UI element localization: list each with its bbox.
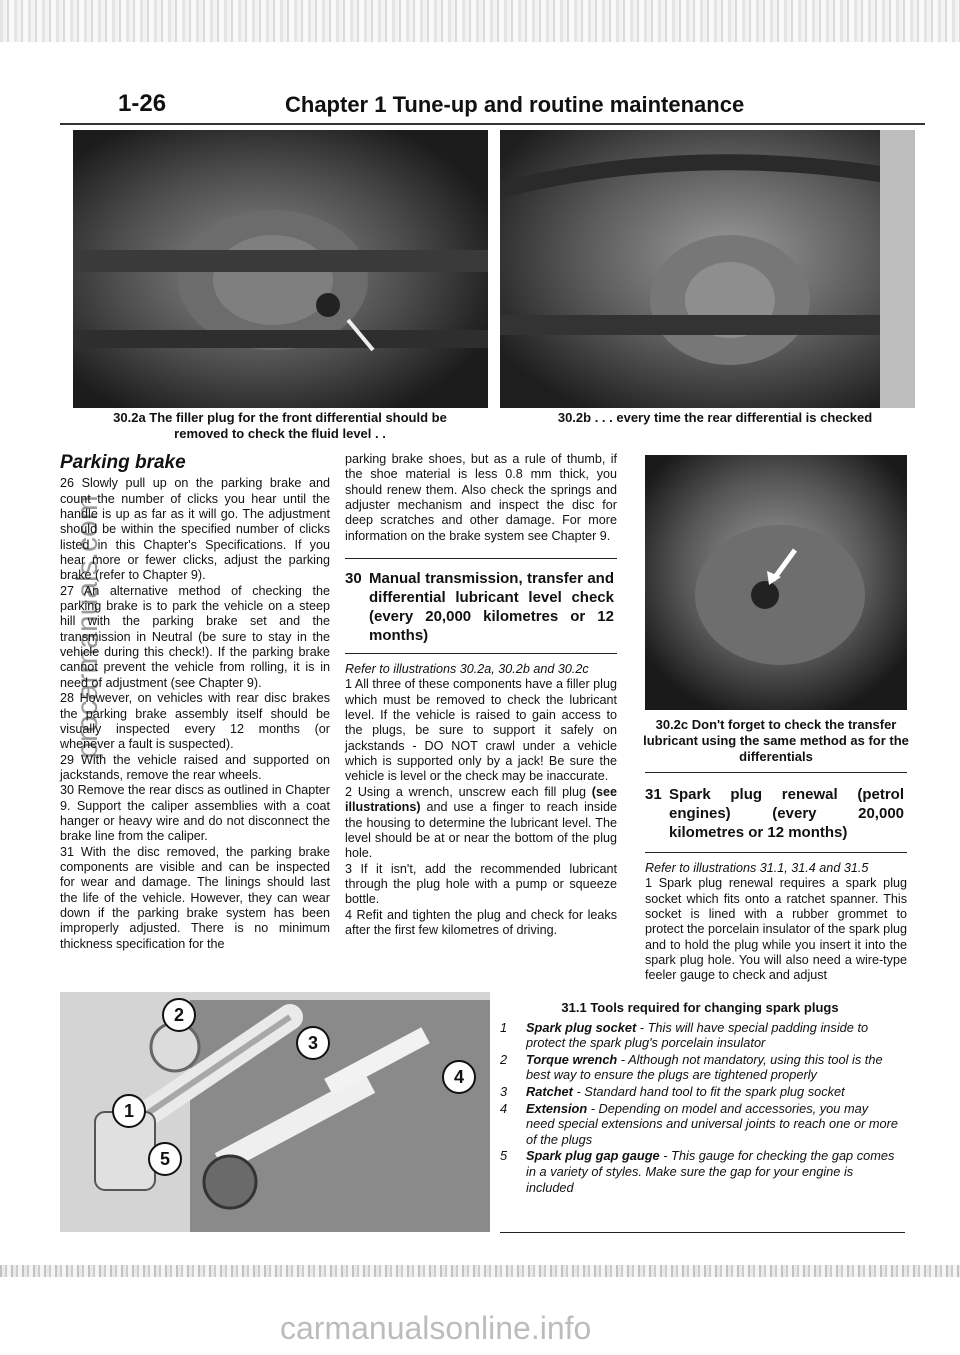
scan-bottom-band (0, 1265, 960, 1277)
parking-brake-heading: Parking brake (60, 452, 186, 473)
caption-30-2a: 30.2a The filler plug for the front differential should be removed to check the fluid level . . (113, 410, 447, 441)
paragraph-29: 29 With the vehicle raised and supported on jackstands, remove the rear wheels. (60, 752, 330, 782)
tool-name: Spark plug socket (526, 1019, 637, 1035)
section-30-paragraph-4: 4 Refit and tighten the plug and check for leaks after the first few kilometres of driving. (345, 907, 617, 937)
section-30-refer: Refer to illustrations 30.2a, 30.2b and 30.2c (345, 662, 589, 677)
middle-column (345, 452, 617, 938)
paragraph-30: 30 Remove the rear discs as outlined in Chapter 9. Support the caliper assemblies with a coat hanger or heavy wire and do not disconnect the brake line from the caliper. (60, 783, 330, 844)
paragraph-28: 28 However, on vehicles with rear disc brakes the parking brake assembly itself should be visually inspected every 12 months (or whenever a fault is suspected). (60, 691, 330, 752)
photo-spark-plug-tools (60, 992, 490, 1232)
section-31-number: 31 (645, 786, 662, 803)
tool-number: 3 (500, 1083, 508, 1099)
tool-item (500, 1101, 900, 1148)
parking-brake-column (60, 452, 330, 952)
tool-desc: - Standard hand tool to fit the spark plug socket (572, 1083, 845, 1099)
page-number: 1-26 (118, 90, 167, 117)
section-31-bottom-rule (645, 852, 907, 853)
tool-number: 4 (500, 1100, 508, 1116)
section-30-bottom-rule (345, 653, 617, 654)
section-30-top-rule (345, 558, 617, 559)
section-30-paragraph-2 (345, 785, 617, 862)
scan-top-band (0, 0, 960, 42)
tool-label-5: 5 (148, 1142, 182, 1176)
tool-desc: - This will have special padding inside to protect the spark plug's porcelain insulator (526, 1019, 869, 1051)
tool-text (526, 1084, 845, 1100)
running-title: Chapter 1 Tune-up and routine maintenance (285, 92, 745, 117)
paragraph-31: 31 With the disc removed, the parking brake components are visible and can be inspected for wear and damage. The linings should last the life of the vehicle. However, they can wear down if the parking brake system has been improperly adjusted. There is no minimum thickness specification for the (60, 844, 330, 951)
section-31-heading (645, 785, 907, 842)
p2-start: 2 Using a wrench, unscrew each fill plug (345, 784, 592, 799)
transfer-case-image (645, 455, 907, 710)
photo-rear-differential (500, 130, 915, 408)
tool-label-2: 2 (162, 998, 196, 1032)
tool-item (500, 1020, 900, 1051)
tool-text (526, 1020, 900, 1051)
tools-bottom-rule (500, 1232, 905, 1233)
tool-name: Spark plug gap gauge (526, 1148, 660, 1164)
tool-item (500, 1148, 900, 1195)
section-31-refer: Refer to illustrations 31.1, 31.4 and 31.5 (645, 861, 869, 875)
caption-30-2c: 30.2c Don't forget to check the transfer lubricant using the same method as for the differentials (643, 717, 909, 764)
section-31-title: Spark plug renewal (petrol engines) (every 20,000 kilometres or 12 months) (669, 786, 904, 841)
rear-differential-image (500, 130, 915, 408)
tool-text (526, 1052, 900, 1083)
section-30-number: 30 (345, 570, 362, 588)
section-30-paragraph-1: 1 All three of these components have a filler plug which must be removed to check the lubricant level. If the vehicle is raised to gain access to the plugs, be sure to support it safely on jackstands - DO NOT crawl under a vehicle which is supported only by a jack! Be sure the vehicle is level or the check may be inaccurate. (345, 677, 617, 784)
paragraph-27: 27 An alternative method of checking the parking brake is to park the vehicle on a steep hill with the parking brake set and the transmission in Neutral (be sure to stay in the vehicle during this check!). If the parking brake cannot prevent the vehicle from rolling, it is in need of adjustment (see Chapter 9). (60, 583, 330, 690)
right-column (645, 772, 907, 984)
front-differential-image (73, 130, 488, 408)
tools-title: 31.1 Tools required for changing spark plugs (561, 1000, 839, 1015)
tools-list (500, 1000, 900, 1196)
caption-30-2b: 30.2b . . . every time the rear differential is checked (557, 410, 873, 425)
paragraph-26: 26 Slowly pull up on the parking brake and count the number of clicks you hear until the handle is up as far as it will go. The adjustment should be within the specified number of clicks listed in this Chapter's Specifications. If you hear more or fewer clicks, adjust the parking brake (refer to Chapter 9). (60, 476, 330, 583)
side-watermark: procarmanuals.com (71, 495, 104, 759)
tool-number: 5 (500, 1148, 508, 1164)
section-30-heading (345, 569, 617, 645)
section-31-top-rule (645, 772, 907, 773)
photo-front-differential (73, 130, 488, 408)
section-30-paragraph-3: 3 If it isn't, add the recommended lubricant through the plug hole with a pump or squeeze bottle. (345, 861, 617, 907)
header-rule (60, 123, 925, 125)
tool-label-3: 3 (296, 1026, 330, 1060)
tool-text (526, 1148, 900, 1195)
brake-continuation: parking brake shoes, but as a rule of thumb, if the shoe material is less 0.8 mm thick, you should renew them. Also check the springs and adjuster mechanism and inspect the disc for deep scratches and other damage. For more information on the brake system see Chapter 9. (345, 452, 617, 543)
tool-desc: - Although not mandatory, using this tool is the best way to ensure the plugs are tightened properly (526, 1051, 883, 1083)
tool-item (500, 1052, 900, 1083)
photo-transfer-case (645, 455, 907, 710)
tool-number: 1 (500, 1019, 508, 1035)
bottom-watermark: carmanualsonline.info (280, 1310, 592, 1346)
tool-name: Extension (526, 1100, 588, 1116)
tool-label-4: 4 (442, 1060, 476, 1094)
section-30-title: Manual transmission, transfer and differential lubricant level check (every 20,000 kilometres or 12 months) (369, 570, 614, 645)
tool-number: 2 (500, 1051, 508, 1067)
tool-label-1: 1 (112, 1094, 146, 1128)
tool-item (500, 1084, 900, 1100)
tool-desc: - Depending on model and accessories, you may need special extensions and universal joints to reach one or more of the plugs (526, 1100, 899, 1147)
tool-text (526, 1101, 900, 1148)
tool-name: Ratchet (526, 1083, 573, 1099)
tool-name: Torque wrench (526, 1051, 618, 1067)
tool-desc: - This gauge for checking the gap comes in a variety of styles. Make sure the gap for your engine is included (526, 1148, 895, 1195)
p2-end: and use a finger to reach inside the housing to determine the lubricant level. The level should be at or near the bottom of the plug hole. (345, 800, 617, 861)
see-illustrations: (see illustrations) (345, 784, 617, 815)
section-31-paragraph-1: 1 Spark plug renewal requires a spark plug socket which fits onto a ratchet spanner. This socket is lined with a rubber grommet to protect the porcelain insulator of the spark plug and to hold the plug while you insert it into the spark plug hole. You will also need a wire-type feeler gauge to check and adjust (645, 876, 907, 983)
